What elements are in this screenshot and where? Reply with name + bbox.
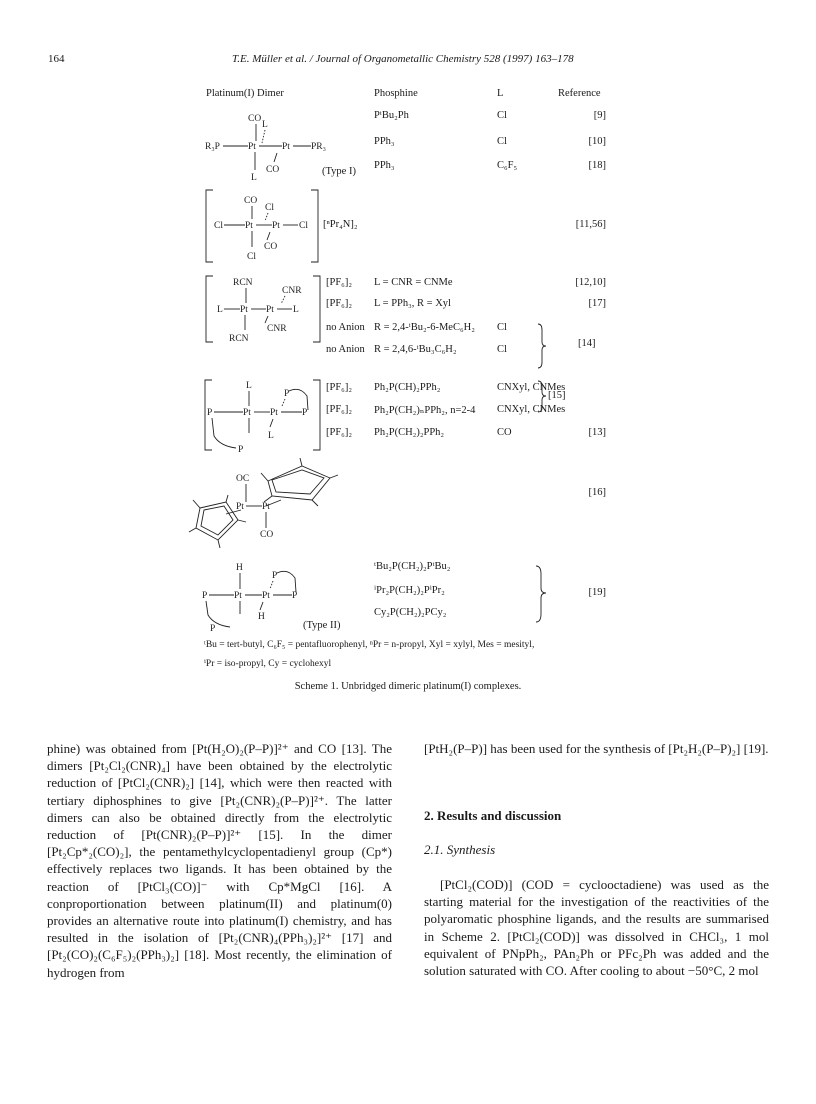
row3-text-3: R = 2,4-ᵗBu₂-6-MeC₆H₂ — [374, 322, 475, 333]
row2-counterion: [ⁿPr₄N]₂ — [323, 219, 358, 230]
atom-l: L — [246, 381, 252, 391]
type2-label: (Type II) — [303, 620, 341, 631]
atom-pr3: PR₃ — [311, 142, 326, 152]
row1-l-2: Cl — [497, 136, 507, 147]
row3-text-2: L = PPh₃, R = Xyl — [374, 298, 451, 309]
atom-cl: Cl — [299, 221, 308, 231]
type1-label: (Type I) — [322, 166, 356, 177]
atom-h: H — [258, 612, 265, 622]
atom-p: P — [207, 408, 213, 418]
atom-l: L — [293, 305, 299, 315]
atom-p: P — [302, 408, 308, 418]
row3-ref-2: [17] — [588, 298, 606, 309]
atom-pt-1: Pt — [248, 142, 256, 152]
atom-rcn: RCN — [233, 278, 253, 288]
atom-l: L — [217, 305, 223, 315]
right-paragraph-2: [PtCl₂(COD)] (COD = cyclooctadiene) was used as the starting material for the investigation of the reactivities of the polyaromatic phosphine ligands, and the results are summarised in Scheme 2. [PtCl₂(COD)] was dissolved in CHCl₃, 1 mol equivalent of PNpPh₂, PAn₂Ph or PFc₂Ph was added and the solution saturated with CO. After cooling to about −50°C, 2 mol — [424, 877, 769, 979]
atom-oc: OC — [236, 474, 250, 484]
atom-cl: Cl — [247, 252, 256, 262]
row1-phosphine-3: PPh₃ — [374, 160, 395, 171]
atom-pt-2: Pt — [282, 142, 290, 152]
section-heading: 2. Results and discussion — [424, 808, 562, 823]
row4-l-2: CNXyl, CNMes — [497, 404, 566, 415]
atom-pt-1: Pt — [240, 305, 248, 315]
row1-ref-2: [10] — [588, 136, 606, 147]
atom-l: L — [262, 120, 268, 130]
atom-co: CO — [248, 114, 262, 124]
row1-ref-3: [18] — [588, 160, 606, 171]
row3-text-4: R = 2,4,6-ᵗBu₃C₆H₂ — [374, 344, 457, 355]
right-paragraph-1: [PtH₂(P–P)] has been used for the synthesis of [Pt₂H₂(P–P)₂] [19]. — [424, 741, 769, 756]
row3-ref-1: [12,10] — [575, 277, 606, 288]
atom-pt-2: Pt — [266, 305, 274, 315]
row3-anion-4: no Anion — [326, 344, 365, 355]
atom-pt-2: Pt — [272, 221, 280, 231]
atom-co: CO — [264, 242, 278, 252]
row4-l-1: CNXyl, CNMes — [497, 382, 566, 393]
atom-p: P — [272, 571, 278, 581]
row5-ref: [16] — [588, 487, 606, 498]
page-number: 164 — [48, 53, 65, 65]
atom-cnr: CNR — [267, 324, 287, 334]
atom-pt-1: Pt — [236, 502, 244, 512]
row1-phosphine-1: PᵗBu₂Ph — [374, 110, 409, 121]
row3-text-1: L = CNR = CNMe — [374, 277, 453, 288]
atom-p: P — [292, 591, 298, 601]
row4-anion-3: [PF₆]₂ — [326, 427, 352, 438]
atom-rcn: RCN — [229, 334, 249, 344]
atom-pt-2: Pt — [262, 591, 270, 601]
left-column — [47, 740, 392, 981]
col-header-reference: Reference — [558, 88, 601, 99]
scheme-footnote-2: ⁱPr = iso-propyl, Cy = cyclohexyl — [204, 659, 332, 669]
row3-l-3: Cl — [497, 322, 507, 333]
running-title: T.E. Müller et al. / Journal of Organometallic Chemistry 528 (1997) 163–178 — [232, 53, 574, 65]
row4-phosphine-1: Ph₂P(CH)₂PPh₂ — [374, 382, 441, 393]
row4-l-3: CO — [497, 427, 512, 438]
row3-l-4: Cl — [497, 344, 507, 355]
row4-phosphine-2: Ph₂P(CH₂)ₙPPh₂, n=2-4 — [374, 405, 476, 416]
atom-cl: Cl — [265, 203, 274, 213]
left-paragraph: phine) was obtained from [Pt(H₂O)₂(P–P)]²⁺ and CO [13]. The dimers [Pt₂Cl₂(CNR)₄] have been obtained by the electrolytic reduction of [PtCl₂(CNR)₂] [14], which were then reacted with tertiary diphosphines to give [Pt₂(CNR)₂(P–P)]²⁺. The latter dimers can also be obtained directly from the electrolytic reduction of [Pt(CNR)₂(P–P)]²⁺ [15]. In the dimer [Pt₂Cp*₂(CO)₂], the pentamethylcyclopentadienyl group (Cp*) effectively replaces two ligands. It has been obtained by the reaction of [PtCl₃(CO)]⁻ with Cp*MgCl [16]. A conproportionation between platinum(II) and platinum(0) provides an alternative route into platinum(I) chemistry, and has resulted in the isolation of [Pt₂(CNR)₄(PPh₃)₂]²⁺ [17] and [Pt₂(CO)₂(C₆F₅)₂(PPh₃)₂] [18]. Most recently, the elimination of hydrogen from — [47, 741, 392, 980]
row3-anion-3: no Anion — [326, 322, 365, 333]
atom-l: L — [251, 173, 257, 183]
row1-ref-1: [9] — [593, 110, 606, 121]
scheme-footnote-1: ᵗBu = tert-butyl, C₆F₅ = pentafluorophenyl, ⁿPr = n-propyl, Xyl = xylyl, Mes = mesityl, — [204, 640, 535, 650]
atom-r3p: R₃P — [205, 142, 220, 152]
atom-p: P — [284, 389, 290, 399]
atom-co: CO — [244, 196, 258, 206]
row1-l-1: Cl — [497, 110, 507, 121]
atom-co: CO — [266, 165, 280, 175]
row6-phosphine-3: Cy₂P(CH₂)₂PCy₂ — [374, 607, 447, 618]
atom-p: P — [210, 624, 216, 634]
right-column — [424, 740, 769, 757]
row3-anion-1: [PF₆]₂ — [326, 277, 352, 288]
atom-cnr: CNR — [282, 286, 302, 296]
col-header-phosphine: Phosphine — [374, 88, 418, 99]
row1-l-3: C₆F₅ — [497, 160, 518, 171]
atom-p: P — [202, 591, 208, 601]
row6-ref: [19] — [588, 587, 606, 598]
row2-ref: [11,56] — [575, 219, 606, 230]
atom-l: L — [268, 431, 274, 441]
row4-ref-3: [13] — [588, 427, 606, 438]
row1-phosphine-2: PPh₃ — [374, 136, 395, 147]
row4-phosphine-3: Ph₂P(CH₂)₂PPh₂ — [374, 427, 445, 438]
atom-p: P — [238, 445, 244, 455]
atom-pt-1: Pt — [234, 591, 242, 601]
row4-anion-2: [PF₆]₂ — [326, 404, 352, 415]
row6-phosphine-2: ⁱPr₂P(CH₂)₂PⁱPr₂ — [374, 585, 445, 596]
atom-cl: Cl — [214, 221, 223, 231]
atom-h: H — [236, 563, 243, 573]
row4-anion-1: [PF₆]₂ — [326, 382, 352, 393]
atom-co: CO — [260, 530, 274, 540]
atom-pt-2: Pt — [270, 408, 278, 418]
scheme-caption: Scheme 1. Unbridged dimeric platinum(I) complexes. — [294, 681, 522, 692]
atom-pt-1: Pt — [243, 408, 251, 418]
col-header-l: L — [497, 88, 504, 99]
subsection-heading: 2.1. Synthesis — [424, 842, 496, 857]
row3-anion-2: [PF₆]₂ — [326, 298, 352, 309]
row4-group-ref: [15] — [548, 390, 566, 401]
atom-pt-2: Pt — [262, 502, 270, 512]
row6-phosphine-1: ᵗBu₂P(CH₂)₂PᵗBu₂ — [374, 561, 451, 572]
col-header-dimer: Platinum(I) Dimer — [206, 88, 284, 99]
row3-group-ref: [14] — [578, 338, 596, 349]
atom-pt-1: Pt — [245, 221, 253, 231]
